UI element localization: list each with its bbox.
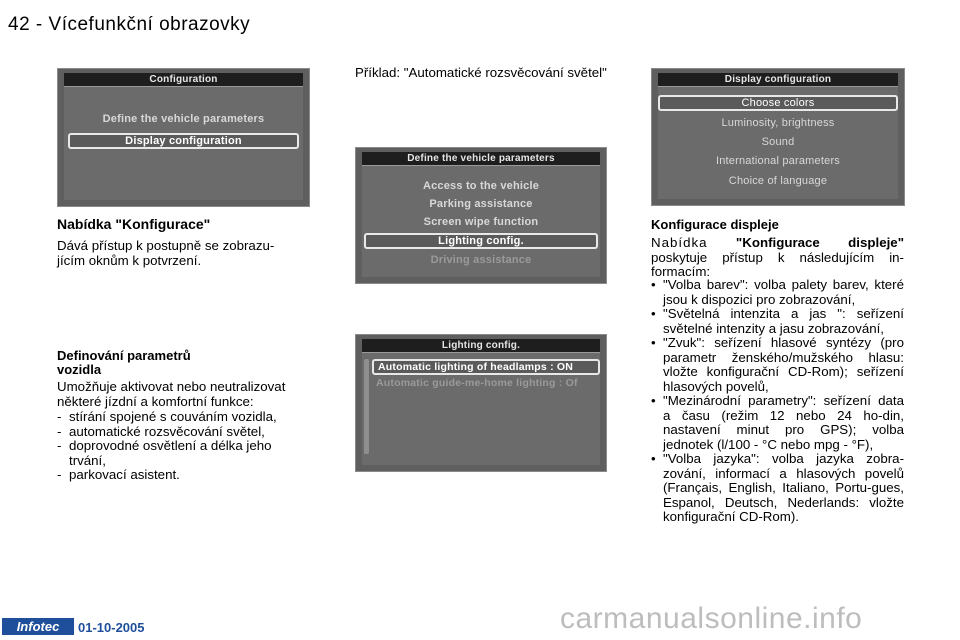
list-item: • "Mezinárodní parametry": seřízení data a času (režim 12 nebo 24 ho-din, nastavení minut pro GPS); volba jednotek (l/100 - °C nebo mpg - °F), [651, 394, 904, 452]
footer-date: 01-10-2005 [78, 620, 145, 635]
menu-item-selected: Choose colors [658, 95, 898, 111]
list-item: - parkovací asistent. [57, 468, 309, 483]
menu-item-selected: Display configuration [68, 133, 299, 149]
infotec-logo: Infotec [2, 618, 74, 635]
menu-item: Define the vehicle parameters [102, 113, 265, 125]
menu-item-selected: Lighting config. [364, 233, 598, 249]
menu-item: Sound [761, 136, 795, 148]
menu-item: Choice of language [728, 175, 828, 187]
list-item: - automatické rozsvěcování světel, [57, 425, 309, 440]
menu-heading: Nabídka "Konfigurace" [57, 216, 211, 232]
intro-prefix: Nabídka [651, 235, 708, 250]
watermark: carmanualsonline.info [560, 602, 863, 635]
page-header [8, 14, 250, 36]
define-parameters-screen-image [355, 147, 607, 284]
menu-item: Screen wipe function [423, 216, 539, 228]
page-title: Vícefunkční obrazovky [48, 14, 251, 35]
screen-title: Configuration [64, 73, 303, 87]
menu-item: Parking assistance [429, 198, 533, 210]
menu-item: Driving assistance [430, 254, 532, 266]
intro-bold: "Konfigurace displeje" [735, 235, 904, 250]
param-heading: Definování parametrů vozidla [57, 348, 191, 377]
menu-item: Access to the vehicle [422, 180, 540, 192]
display-configuration-screen-image [651, 68, 905, 206]
menu-item-selected: Automatic lighting of headlamps : ON [372, 359, 600, 375]
display-config-intro [651, 236, 904, 280]
scrollbar [364, 359, 369, 454]
list-item: • "Zvuk": seřízení hlasové syntézy (pro parametr ženského/mužského hlasu: vložte konfigurační CD-Rom); seřízení hlasových povelů, [651, 336, 904, 394]
page-number: 42 [8, 14, 31, 35]
menu-item: International parameters [715, 155, 841, 167]
lighting-config-screen-image [355, 334, 607, 472]
intro-suffix: poskytuje přístup k následujícím in-formacím: [651, 249, 904, 279]
param-description: Umožňuje aktivovat nebo neutralizovat některé jízdní a komfortní funkce: [57, 379, 286, 409]
screen-title: Define the vehicle parameters [362, 152, 600, 166]
param-list [57, 410, 309, 483]
menu-item: Luminosity, brightness [721, 117, 835, 129]
screen-title: Display configuration [658, 73, 898, 87]
display-config-list [651, 278, 904, 525]
list-item: - doprovodné osvětlení a délka jeho trvání, [57, 439, 309, 468]
list-item: • "Volba barev": volba palety barev, které jsou k dispozici pro zobrazování, [651, 278, 904, 307]
example-text: Příklad: "Automatické rozsvěcování světel" [355, 65, 607, 80]
list-item: - stírání spojené s couváním vozidla, [57, 410, 309, 425]
screen-title: Lighting config. [362, 339, 600, 353]
menu-item: Automatic guide-me-home lighting : Of [376, 377, 578, 389]
menu-description: Dává přístup k postupně se zobrazu- jícím oknům k potvrzení. [57, 238, 275, 268]
display-config-heading: Konfigurace displeje [651, 217, 779, 232]
configuration-screen-image [57, 68, 310, 207]
header-separator: - [35, 14, 43, 35]
list-item: • "Světelná intenzita a jas ": seřízení světelné intenzity a jasu zobrazování, [651, 307, 904, 336]
list-item: • "Volba jazyka": volba jazyka zobra-zování, informací a hlasových povelů (Français, English, Italiano, Portu-gues, Espanol, Deutsch, Nederlands: vložte konfigurační CD-Rom). [651, 452, 904, 525]
